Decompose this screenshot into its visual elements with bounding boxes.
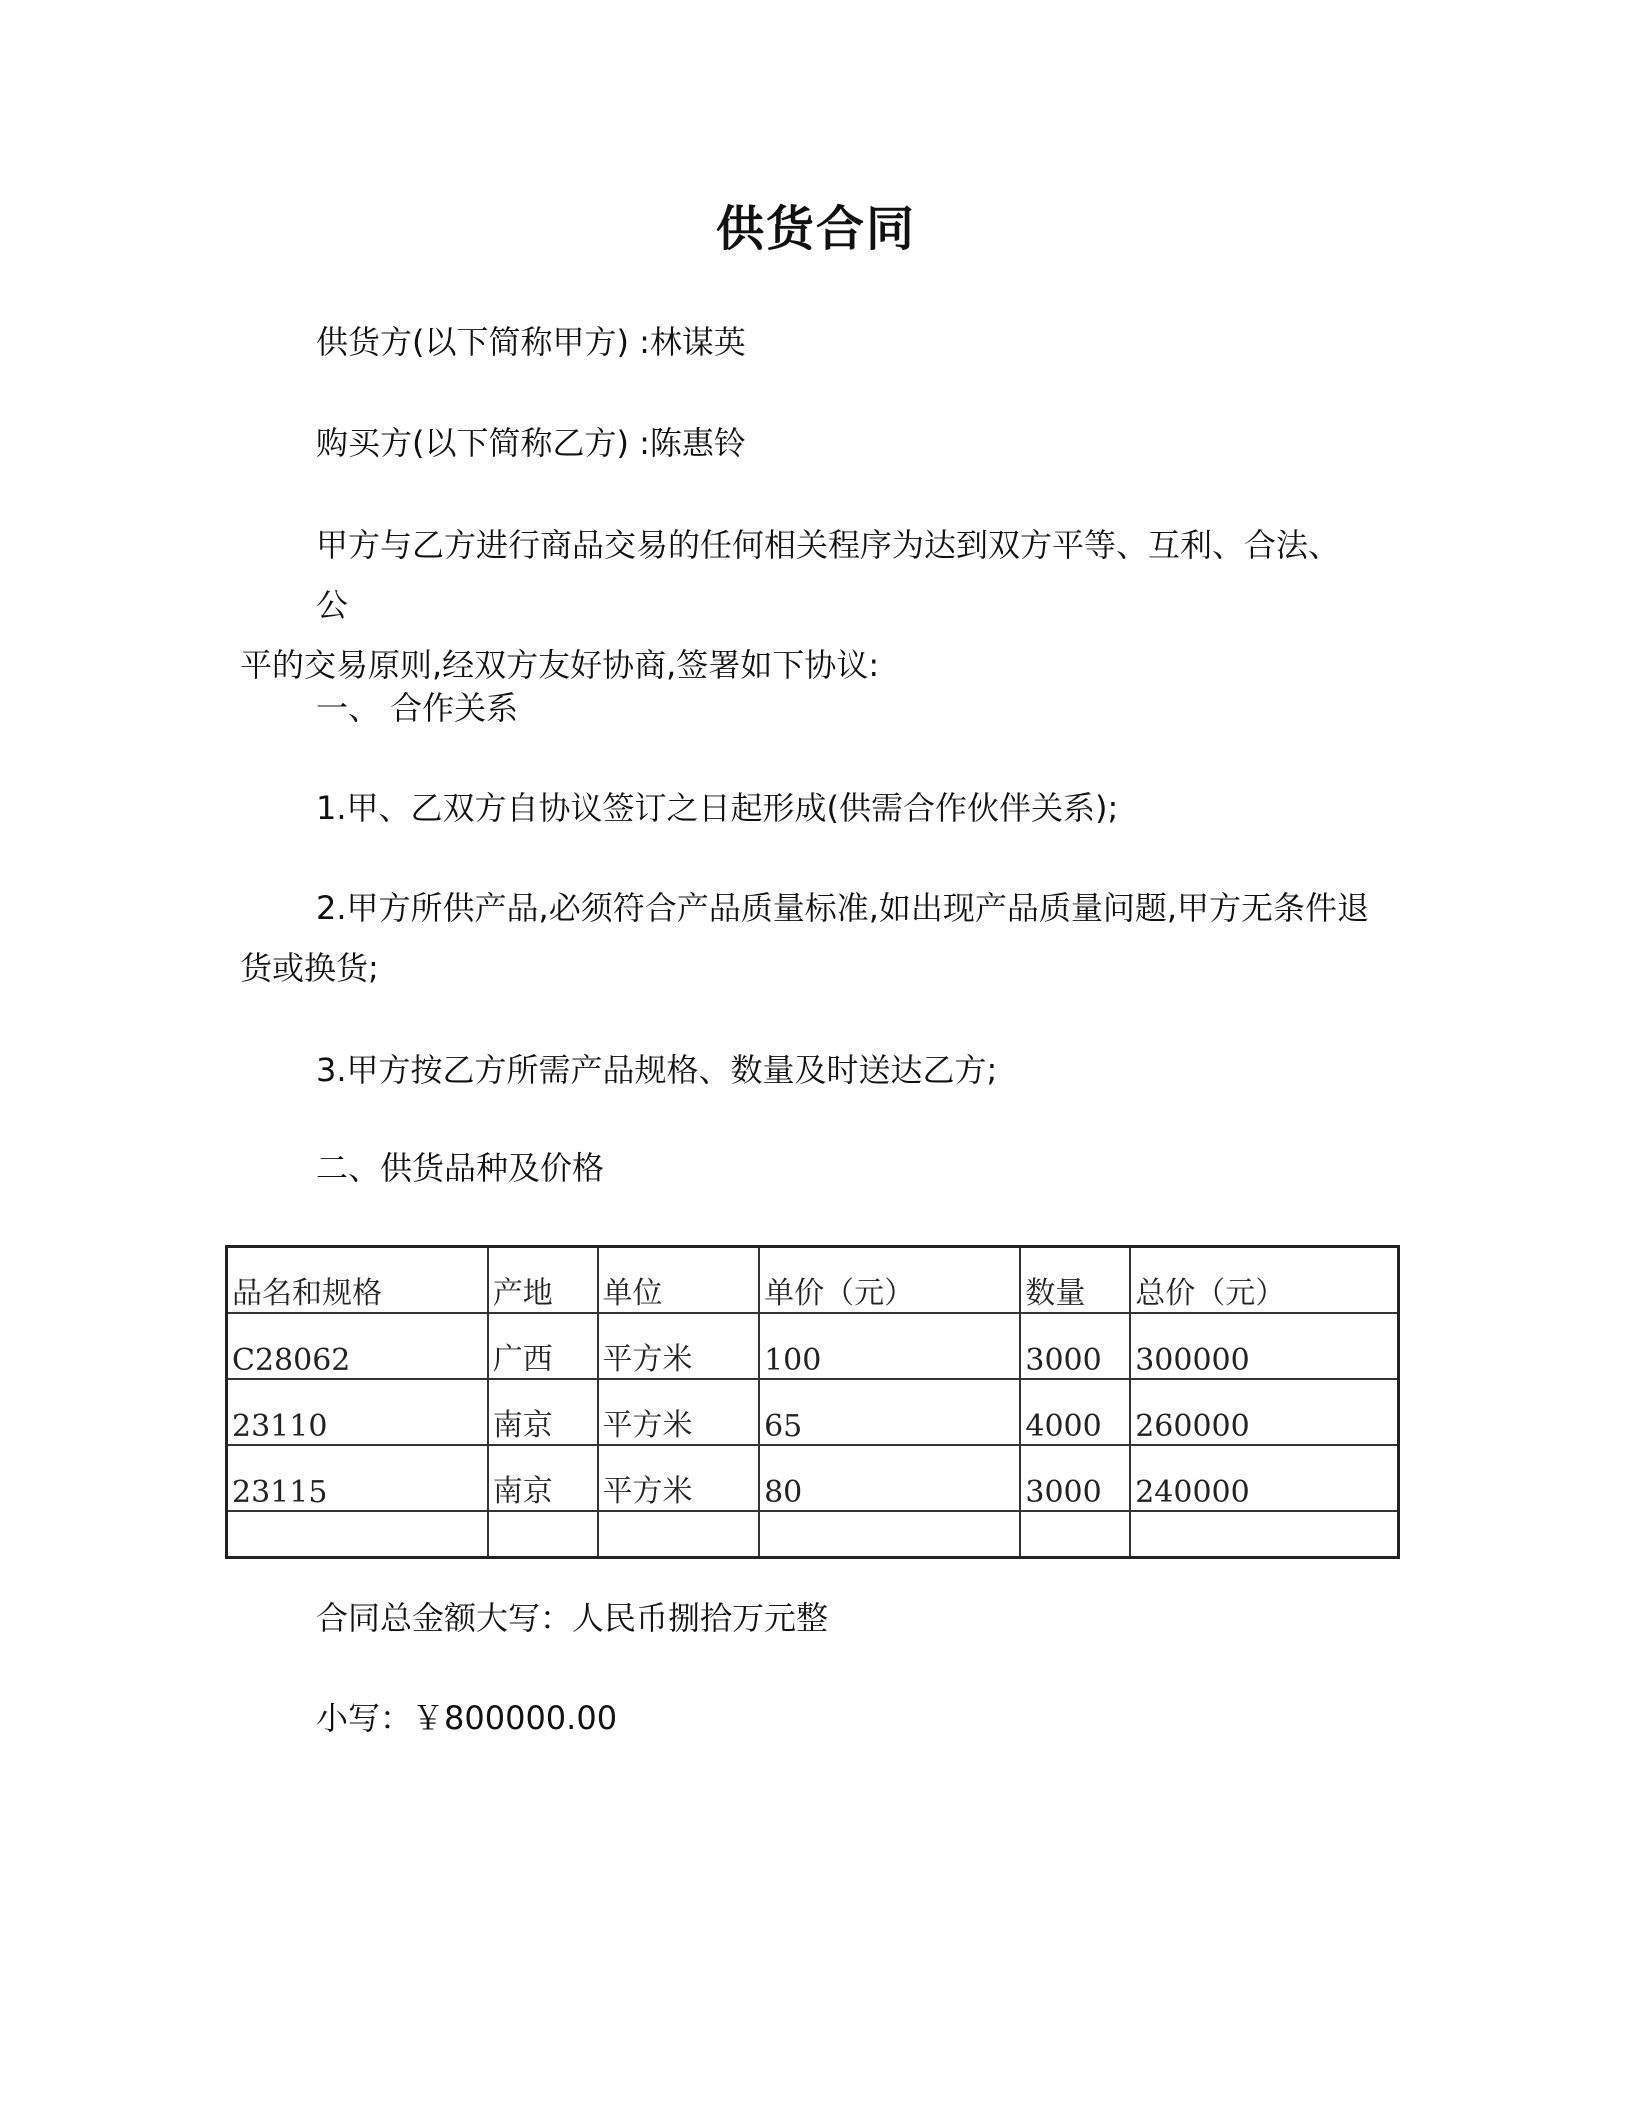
table-cell: 23115	[227, 1445, 488, 1511]
table-cell: 4000	[1020, 1379, 1130, 1445]
table-cell: 平方米	[598, 1445, 760, 1511]
intro-paragraph	[240, 515, 1370, 695]
table-row	[227, 1445, 1399, 1511]
section2-heading: 二、供货品种及价格	[316, 1149, 605, 1187]
table-cell	[598, 1511, 760, 1558]
table-cell: 300000	[1130, 1313, 1398, 1379]
table-cell	[227, 1511, 488, 1558]
goods-price-table	[225, 1245, 1400, 1559]
table-cell: 平方米	[598, 1379, 760, 1445]
total-amount-figure: 小写：￥800000.00	[316, 1699, 618, 1737]
table-cell: 南京	[488, 1379, 598, 1445]
table-cell: 23110	[227, 1379, 488, 1445]
section1-item-3: 3.甲方按乙方所需产品规格、数量及时送达乙方;	[316, 1051, 998, 1089]
table-cell: 260000	[1130, 1379, 1398, 1445]
table-row	[227, 1379, 1399, 1445]
table-cell: 平方米	[598, 1313, 760, 1379]
table-cell: 65	[759, 1379, 1020, 1445]
table-cell	[759, 1511, 1020, 1558]
table-cell: 南京	[488, 1445, 598, 1511]
table-header-row	[227, 1247, 1399, 1314]
table-cell	[1130, 1511, 1398, 1558]
supplier-line: 供货方(以下简称甲方) :林谋英	[316, 323, 746, 361]
table-row	[227, 1313, 1399, 1379]
table-cell: 3000	[1020, 1313, 1130, 1379]
header-cell: 单价（元）	[759, 1247, 1020, 1314]
document-title: 供货合同	[715, 201, 916, 257]
table-cell: 广西	[488, 1313, 598, 1379]
table-cell	[488, 1511, 598, 1558]
section1-item-1: 1.甲、乙双方自协议签订之日起形成(供需合作伙伴关系);	[316, 789, 1119, 827]
header-cell: 总价（元）	[1130, 1247, 1398, 1314]
section1-item-2-line-1: 2.甲方所供产品,必须符合产品质量标准,如出现产品质量问题,甲方无条件退	[316, 889, 1370, 927]
intro-line-2: 平的交易原则,经双方友好协商,签署如下协议:	[240, 646, 880, 684]
intro-line-1: 甲方与乙方进行商品交易的任何相关程序为达到双方平等、互利、合法、公	[316, 526, 1341, 624]
table-cell: 80	[759, 1445, 1020, 1511]
table-cell	[1020, 1511, 1130, 1558]
header-cell: 品名和规格	[227, 1247, 488, 1314]
total-amount-words: 合同总金额大写：人民币捌拾万元整	[316, 1599, 829, 1637]
table-row-empty	[227, 1511, 1399, 1558]
header-cell: 单位	[598, 1247, 760, 1314]
table-cell: C28062	[227, 1313, 488, 1379]
header-cell: 数量	[1020, 1247, 1130, 1314]
table-cell: 100	[759, 1313, 1020, 1379]
section1-heading: 一、 合作关系	[316, 689, 519, 727]
section1-item-2-line-2: 货或换货;	[240, 949, 379, 987]
header-cell: 产地	[488, 1247, 598, 1314]
buyer-line: 购买方(以下简称乙方) :陈惠铃	[316, 424, 746, 462]
table-cell: 3000	[1020, 1445, 1130, 1511]
section1-item-2	[240, 878, 1370, 998]
table-cell: 240000	[1130, 1445, 1398, 1511]
